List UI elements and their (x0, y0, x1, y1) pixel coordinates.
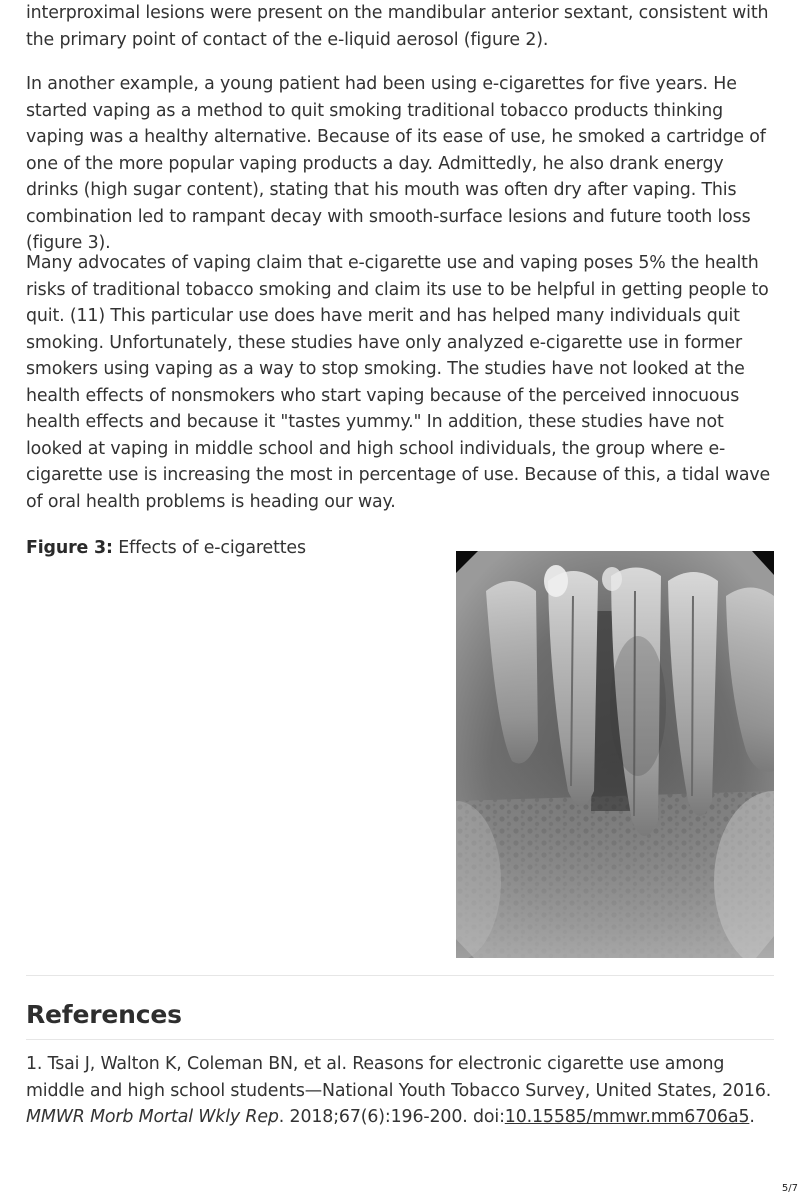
paragraph-3: Many advocates of vaping claim that e-cigarette use and vaping poses 5% the health risks of traditional tobacco smoking and claim its use to be helpful in getting people to quit. (11) This particular use does have merit and has helped many individuals quit smoking. Unfortunately, these studies have only analyzed e-cigarette use in former smokers using vaping as a way to stop smoking. The studies have not looked at the health effects of nonsmokers who start vaping because of the perceived innocuous health effects and because it "tastes yummy." In addition, these studies have not looked at vaping in middle school and high school individuals, the group where e-cigarette use is increasing the most in percentage of use. Because of this, a tidal wave of oral health problems is heading our way. (26, 253, 771, 512)
reference-end: . (749, 1107, 755, 1127)
dental-xray-image (456, 551, 774, 958)
figure-label: Figure 3: (26, 538, 113, 558)
reference-journal: MMWR Morb Mortal Wkly Rep (26, 1107, 279, 1127)
section-divider (26, 975, 774, 976)
references-divider (26, 1039, 774, 1040)
figure-caption (26, 535, 306, 561)
reference-text: 1. Tsai J, Walton K, Coleman BN, et al. Reasons for electronic cigarette use among middle and high school students—National Youth Tobacco Survey, United States, 2016. (26, 1054, 772, 1101)
reference-item-1 (26, 1051, 776, 1131)
paragraph-1: interproximal lesions were present on the mandibular anterior sextant, consistent with the primary point of contact of the e-liquid aerosol (figure 2). (26, 3, 769, 50)
reference-citation: . 2018;67(6):196-200. doi: (278, 1107, 505, 1127)
page-number: 5/7 (781, 1183, 798, 1194)
reference-doi-link[interactable]: 10.15585/mmwr.mm6706a5 (504, 1107, 750, 1127)
references-heading: References (26, 1000, 182, 1029)
figure-caption-text: Effects of e-cigarettes (118, 538, 306, 558)
paragraph-2: In another example, a young patient had been using e-cigarettes for five years. He started vaping as a method to quit smoking traditional tobacco products thinking vaping was a healthy alternative. Because of its ease of use, he smoked a cartridge of one of the more popular vaping products a day. Admittedly, he also drank energy drinks (high sugar content), stating that his mouth was often dry after vaping. This combination led to rampant decay with smooth-surface lesions and future tooth loss (figure 3). (26, 74, 766, 253)
